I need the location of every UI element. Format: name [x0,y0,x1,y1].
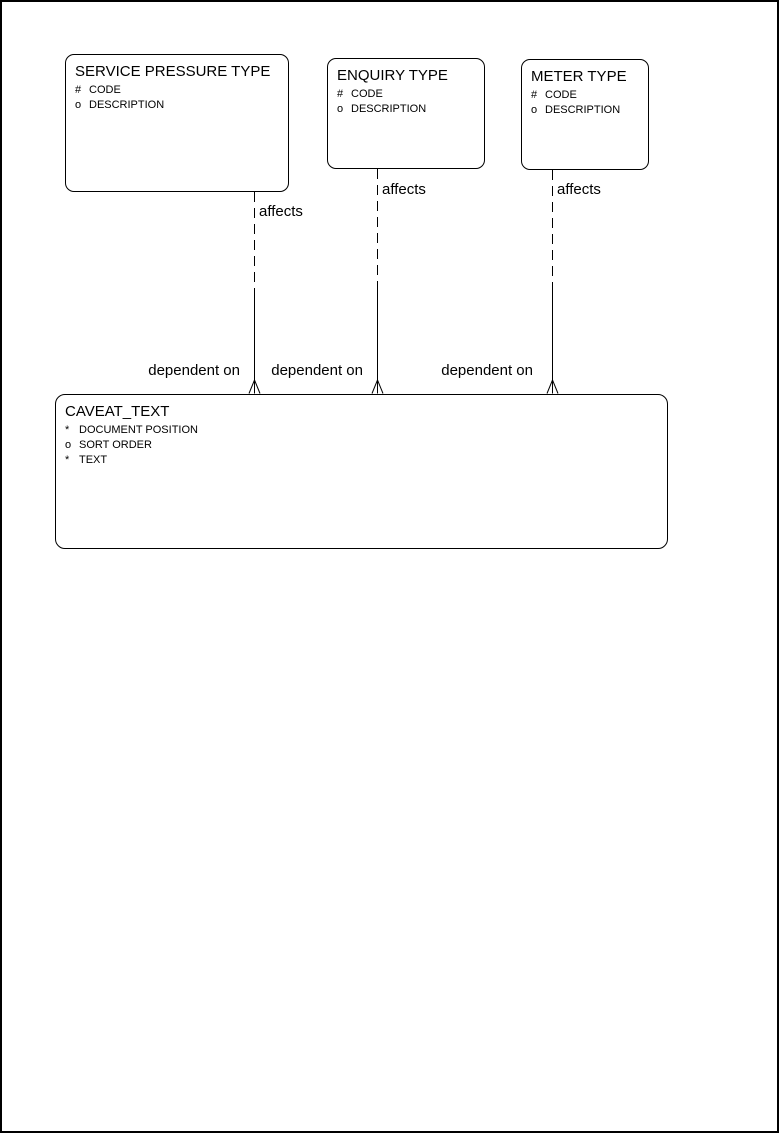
attribute-marker: # [531,89,538,101]
connector-enquiry-type-caveat-text [372,169,383,394]
entity-caveat-text [55,394,668,549]
attribute-list [531,88,642,118]
attribute-row [65,438,661,453]
entity-title: ENQUIRY TYPE [337,67,448,84]
crows-foot-icon [249,380,260,394]
attribute-name: TEXT [79,454,108,466]
attribute-name: CODE [545,89,577,101]
entity-service-pressure-type [65,54,289,192]
relationship-label-dependent-on: dependent on [271,362,363,379]
crows-foot-icon [372,380,383,394]
attribute-row [75,83,282,98]
attribute-name: DOCUMENT POSITION [79,424,198,436]
attribute-marker: # [337,88,344,100]
attribute-marker: o [65,439,72,451]
attribute-name: DESCRIPTION [351,103,427,115]
attribute-marker: o [337,103,344,115]
attribute-name: CODE [89,84,121,96]
attribute-marker: * [65,424,70,436]
attribute-row [337,87,478,102]
attribute-list [65,423,661,468]
attribute-marker: * [65,454,70,466]
entity-title: CAVEAT_TEXT [65,403,170,420]
attribute-row [337,102,478,117]
relationship-label-affects: affects [382,181,426,198]
attribute-name: DESCRIPTION [89,99,165,111]
connector-meter-type-caveat-text [547,170,558,394]
attribute-marker: o [75,99,82,111]
attribute-row [531,88,642,103]
relationship-label-affects: affects [557,181,601,198]
attribute-row [75,98,282,113]
entity-meter-type [521,59,649,170]
attribute-row [65,453,661,468]
attribute-row [531,103,642,118]
attribute-name: CODE [351,88,383,100]
attribute-list [337,87,478,117]
attribute-marker: o [531,104,538,116]
crows-foot-icon [547,380,558,394]
connector-service-pressure-type-caveat-text [249,192,260,394]
attribute-row [65,423,661,438]
attribute-name: SORT ORDER [79,439,152,451]
entity-title: METER TYPE [531,68,627,85]
entity-enquiry-type [327,58,485,169]
entity-title: SERVICE PRESSURE TYPE [75,63,271,80]
attribute-name: DESCRIPTION [545,104,621,116]
relationship-label-dependent-on: dependent on [148,362,240,379]
attribute-list [75,83,282,113]
attribute-marker: # [75,84,82,96]
relationship-label-dependent-on: dependent on [441,362,533,379]
relationship-label-affects: affects [259,203,303,220]
